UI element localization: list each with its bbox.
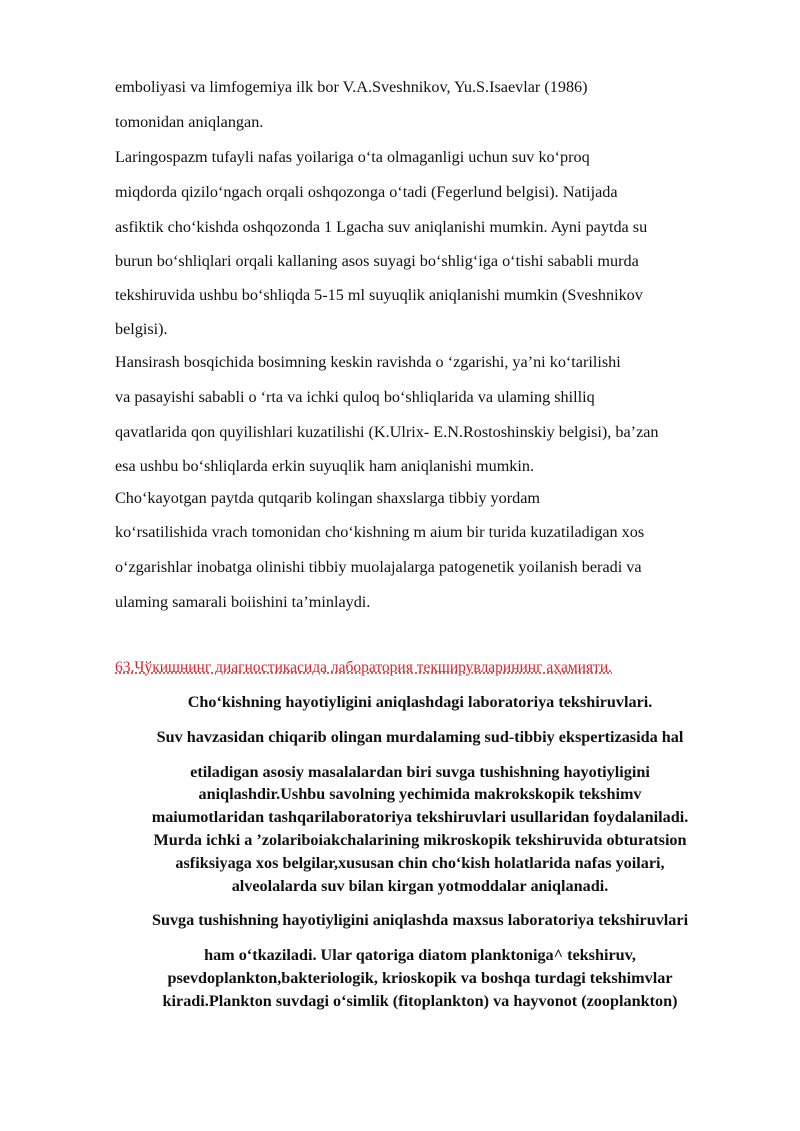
body-line: asfiktik cho‘kishda oshqozonda 1 Lgacha suv aniqlanishi mumkin. Ayni paytda su bbox=[115, 218, 648, 236]
body-line: Cho‘kayotgan paytda qutqarib kolingan shaxslarga tibbiy yordam bbox=[115, 489, 540, 507]
body-line: burun bo‘shliqlari orqali kallaning asos suyagi bo‘shlig‘iga o‘tishi sababli murda bbox=[115, 252, 639, 270]
bold-line: Cho‘kishning hayotiyligini aniqlashdagi laboratoriya tekshiruvlari. bbox=[187, 693, 653, 711]
bold-line: alveolalarda suv bilan kirgan yotmoddalar aniqlanadi. bbox=[231, 877, 609, 895]
bold-line: psevdoplankton,bakteriologik, krioskopik va boshqa turdagi tekshimvlar bbox=[167, 969, 673, 987]
body-line: o‘zgarishlar inobatga olinishi tibbiy muolajalarga patogenetik yoilanish beradi va bbox=[115, 558, 642, 576]
body-line: ko‘rsatilishida vrach tomonidan cho‘kishning m aium bir turida kuzatiladigan xos bbox=[115, 523, 645, 541]
bold-line: Suvga tushishning hayotiyligini aniqlashda maxsus laboratoriya tekshiruvlari bbox=[151, 911, 689, 929]
bold-line: ham o‘tkaziladi. Ular qatoriga diatom planktoniga^ tekshiruv, bbox=[204, 946, 636, 964]
bold-line: Suv havzasidan chiqarib olingan murdalaming sud-tibbiy ekspertizasida hal bbox=[156, 728, 684, 746]
body-line: ulaming samarali boiishini ta’minlaydi. bbox=[115, 593, 371, 611]
section-heading: 63.Чўкишнинг диагностикасида лаборатория текширувларининг аҳамияти. bbox=[115, 659, 612, 676]
bold-line: asfiksiyaga xos belgilar,xususan chin cho‘kish holatlarida nafas yoilari, bbox=[175, 854, 665, 872]
body-line: emboliyasi va limfogemiya ilk bor V.A.Sveshnikov, Yu.S.Isaevlar (1986) bbox=[115, 78, 588, 96]
bold-line: maiumotlaridan tashqarilaboratoriya tekshiruvlari usullaridan foydalaniladi. bbox=[151, 808, 689, 826]
body-line: qavatlarida qon quyilishlari kuzatilishi (K.Ulrix- E.N.Rostoshinskiy belgisi), ba’zan bbox=[115, 423, 659, 441]
bold-line: kiradi.Plankton suvdagi o‘simlik (fitoplankton) va hayvonot (zooplankton) bbox=[162, 992, 678, 1010]
body-line: miqdorda qizilo‘ngach orqali oshqozonga o‘tadi (Fegerlund belgisi). Natijada bbox=[115, 183, 618, 201]
body-line: belgisi). bbox=[115, 320, 168, 338]
bold-line: aniqlashdir.Ushbu savolning yechimida makrokskopik tekshimv bbox=[198, 785, 642, 803]
bold-line: Murda ichki a ’zolariboiakchalarining mikroskopik tekshiruvida obturatsion bbox=[153, 831, 687, 849]
body-line: tomonidan aniqlangan. bbox=[115, 113, 264, 131]
bold-line: etiladigan asosiy masalalardan biri suvga tushishning hayotiyligini bbox=[190, 763, 650, 781]
body-line: Laringospazm tufayli nafas yoilariga o‘ta olmaganligi uchun suv ko‘proq bbox=[115, 148, 590, 166]
body-line: Hansirash bosqichida bosimning keskin ravishda o ‘zgarishi, ya’ni ko‘tarilishi bbox=[115, 353, 621, 371]
body-line: tekshiruvida ushbu bo‘shliqda 5-15 ml suyuqlik aniqlanishi mumkin (Sveshnikov bbox=[115, 286, 643, 304]
body-line: esa ushbu bo‘shliqlarda erkin suyuqlik ham aniqlanishi mumkin. bbox=[115, 457, 535, 475]
body-line: va pasayishi sababli o ‘rta va ichki quloq bo‘shliqlarida va ulaming shilliq bbox=[115, 388, 595, 406]
